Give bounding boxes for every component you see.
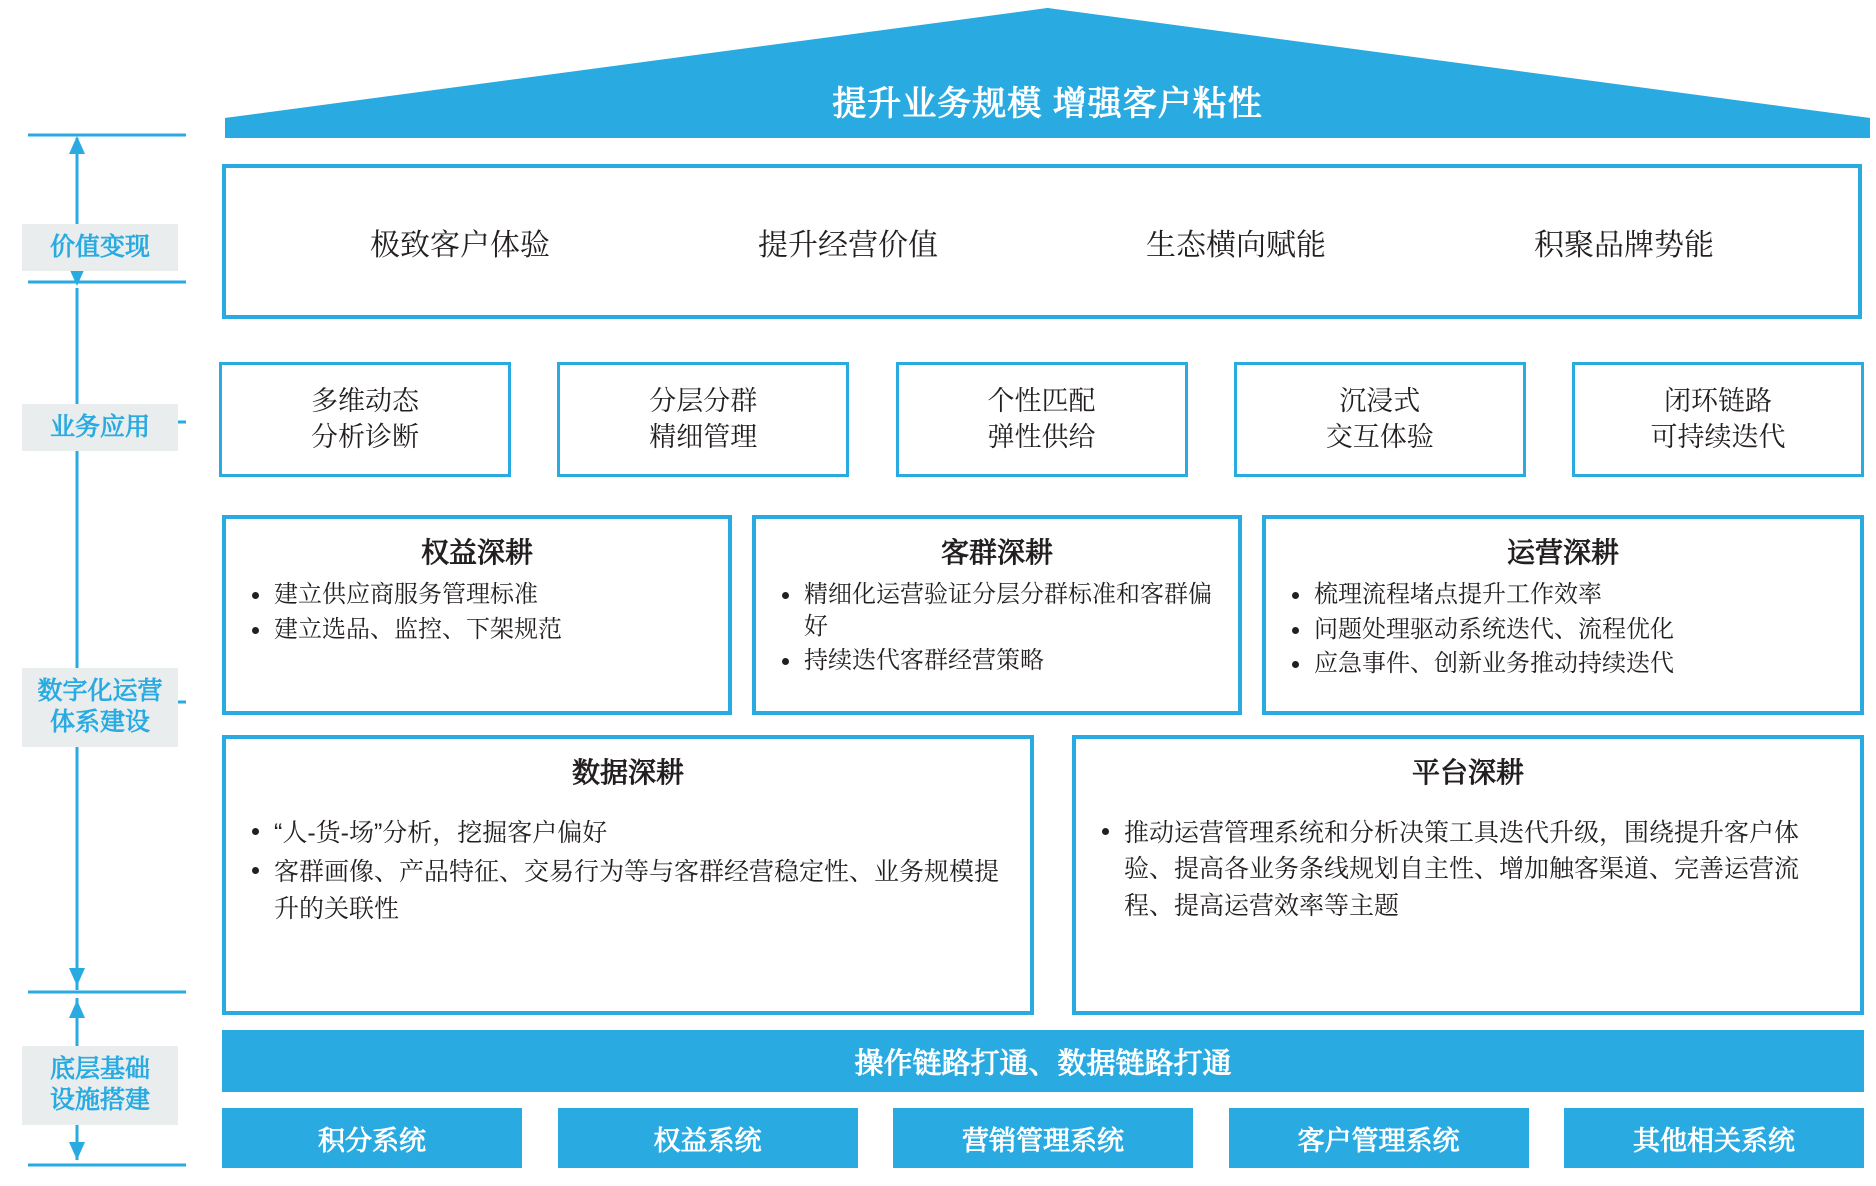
ops-box-rights-bullet-1: 建立供应商服务管理标准 bbox=[274, 579, 714, 611]
ops-box-operations bbox=[1262, 515, 1864, 715]
value-item-3: 生态横向赋能 bbox=[1146, 228, 1326, 262]
ops-box-data-title: 数据深耕 bbox=[571, 757, 684, 788]
value-item-4: 积聚品牌势能 bbox=[1534, 228, 1714, 262]
stage-label-operations-line2: 体系建设 bbox=[49, 708, 150, 737]
app-box-1 bbox=[219, 362, 511, 477]
app-box-5-line1: 闭环链路 bbox=[1664, 386, 1772, 417]
app-box-4-line2: 交互体验 bbox=[1325, 421, 1434, 452]
operations-top-row bbox=[222, 515, 1864, 715]
app-box-5 bbox=[1572, 362, 1864, 477]
stage-label-operations-line1: 数字化运营 bbox=[37, 677, 163, 705]
ops-box-customer-group bbox=[752, 515, 1242, 715]
ops-box-data-bullet-2: 客群画像、产品特征、交易行为等与客群经营稳定性、业务规模提升的关联性 bbox=[274, 854, 1016, 927]
ops-box-platform bbox=[1072, 735, 1864, 1015]
stage-label-value-text: 价值变现 bbox=[49, 233, 150, 261]
infrastructure-system-1: 积分系统 bbox=[222, 1108, 522, 1168]
value-item-2: 提升经营价值 bbox=[758, 228, 938, 262]
ops-box-customer-group-bullet-2: 持续迭代客群经营策略 bbox=[804, 645, 1224, 677]
ops-box-operations-title: 运营深耕 bbox=[1506, 537, 1619, 568]
stage-label-application bbox=[22, 404, 178, 451]
ops-box-rights-title: 权益深耕 bbox=[420, 537, 533, 568]
app-box-4-line1: 沉浸式 bbox=[1339, 386, 1421, 417]
stage-label-infrastructure-line1: 底层基础 bbox=[49, 1055, 150, 1083]
stage-label-value bbox=[22, 224, 178, 271]
stage-label-infrastructure-line2: 设施搭建 bbox=[49, 1086, 150, 1115]
ops-box-customer-group-bullet-1: 精细化运营验证分层分群标准和客群偏好 bbox=[804, 579, 1224, 642]
stage-label-application-text: 业务应用 bbox=[49, 413, 150, 441]
ops-box-operations-bullet-3: 应急事件、创新业务推动持续迭代 bbox=[1314, 648, 1846, 680]
app-box-5-line2: 可持续迭代 bbox=[1650, 421, 1786, 452]
app-box-1-line2: 分析诊断 bbox=[311, 421, 419, 452]
infrastructure-system-4: 客户管理系统 bbox=[1229, 1108, 1529, 1168]
app-box-1-line1: 多维动态 bbox=[311, 386, 419, 417]
ops-box-customer-group-title: 客群深耕 bbox=[940, 537, 1053, 568]
roof-shape bbox=[225, 8, 1870, 138]
stage-axis-rail bbox=[18, 130, 196, 1170]
infrastructure-system-5: 其他相关系统 bbox=[1564, 1108, 1864, 1168]
infrastructure-systems-row bbox=[222, 1108, 1864, 1168]
app-box-2 bbox=[557, 362, 849, 477]
ops-box-operations-bullet-1: 梳理流程堵点提升工作效率 bbox=[1314, 579, 1846, 611]
ops-box-platform-title: 平台深耕 bbox=[1411, 757, 1524, 788]
app-box-2-line2: 精细管理 bbox=[649, 421, 758, 452]
app-box-2-line1: 分层分群 bbox=[649, 386, 758, 417]
ops-box-rights bbox=[222, 515, 732, 715]
ops-box-platform-bullet-1: 推动运营管理系统和分析决策工具迭代升级，围绕提升客户体验、提高各业务条线规划自主性、增加触客渠道、完善运营流程、提高运营效率等主题 bbox=[1124, 815, 1846, 924]
infrastructure-system-3: 营销管理系统 bbox=[893, 1108, 1193, 1168]
roof-title: 提升业务规模 增强客户粘性 bbox=[832, 85, 1263, 123]
app-box-4 bbox=[1234, 362, 1526, 477]
stage-label-operations bbox=[22, 668, 178, 747]
ops-box-data-bullet-1: “人-货-场”分析，挖掘客户偏好 bbox=[274, 815, 1016, 851]
app-box-3 bbox=[896, 362, 1188, 477]
value-item-1: 极致客户体验 bbox=[370, 228, 550, 262]
stage-label-infrastructure bbox=[22, 1046, 178, 1125]
ops-box-data bbox=[222, 735, 1034, 1015]
ops-box-rights-bullet-2: 建立选品、监控、下架规范 bbox=[274, 614, 714, 646]
ops-box-operations-bullet-2: 问题处理驱动系统迭代、流程优化 bbox=[1314, 614, 1846, 646]
infrastructure-system-2: 权益系统 bbox=[558, 1108, 858, 1168]
app-box-3-line2: 弹性供给 bbox=[987, 421, 1096, 452]
operations-bottom-row bbox=[222, 735, 1864, 1015]
infrastructure-band: 操作链路打通、数据链路打通 bbox=[222, 1030, 1864, 1092]
value-realization-band bbox=[222, 164, 1862, 319]
app-box-3-line1: 个性匹配 bbox=[987, 386, 1096, 417]
business-application-row bbox=[219, 362, 1864, 477]
